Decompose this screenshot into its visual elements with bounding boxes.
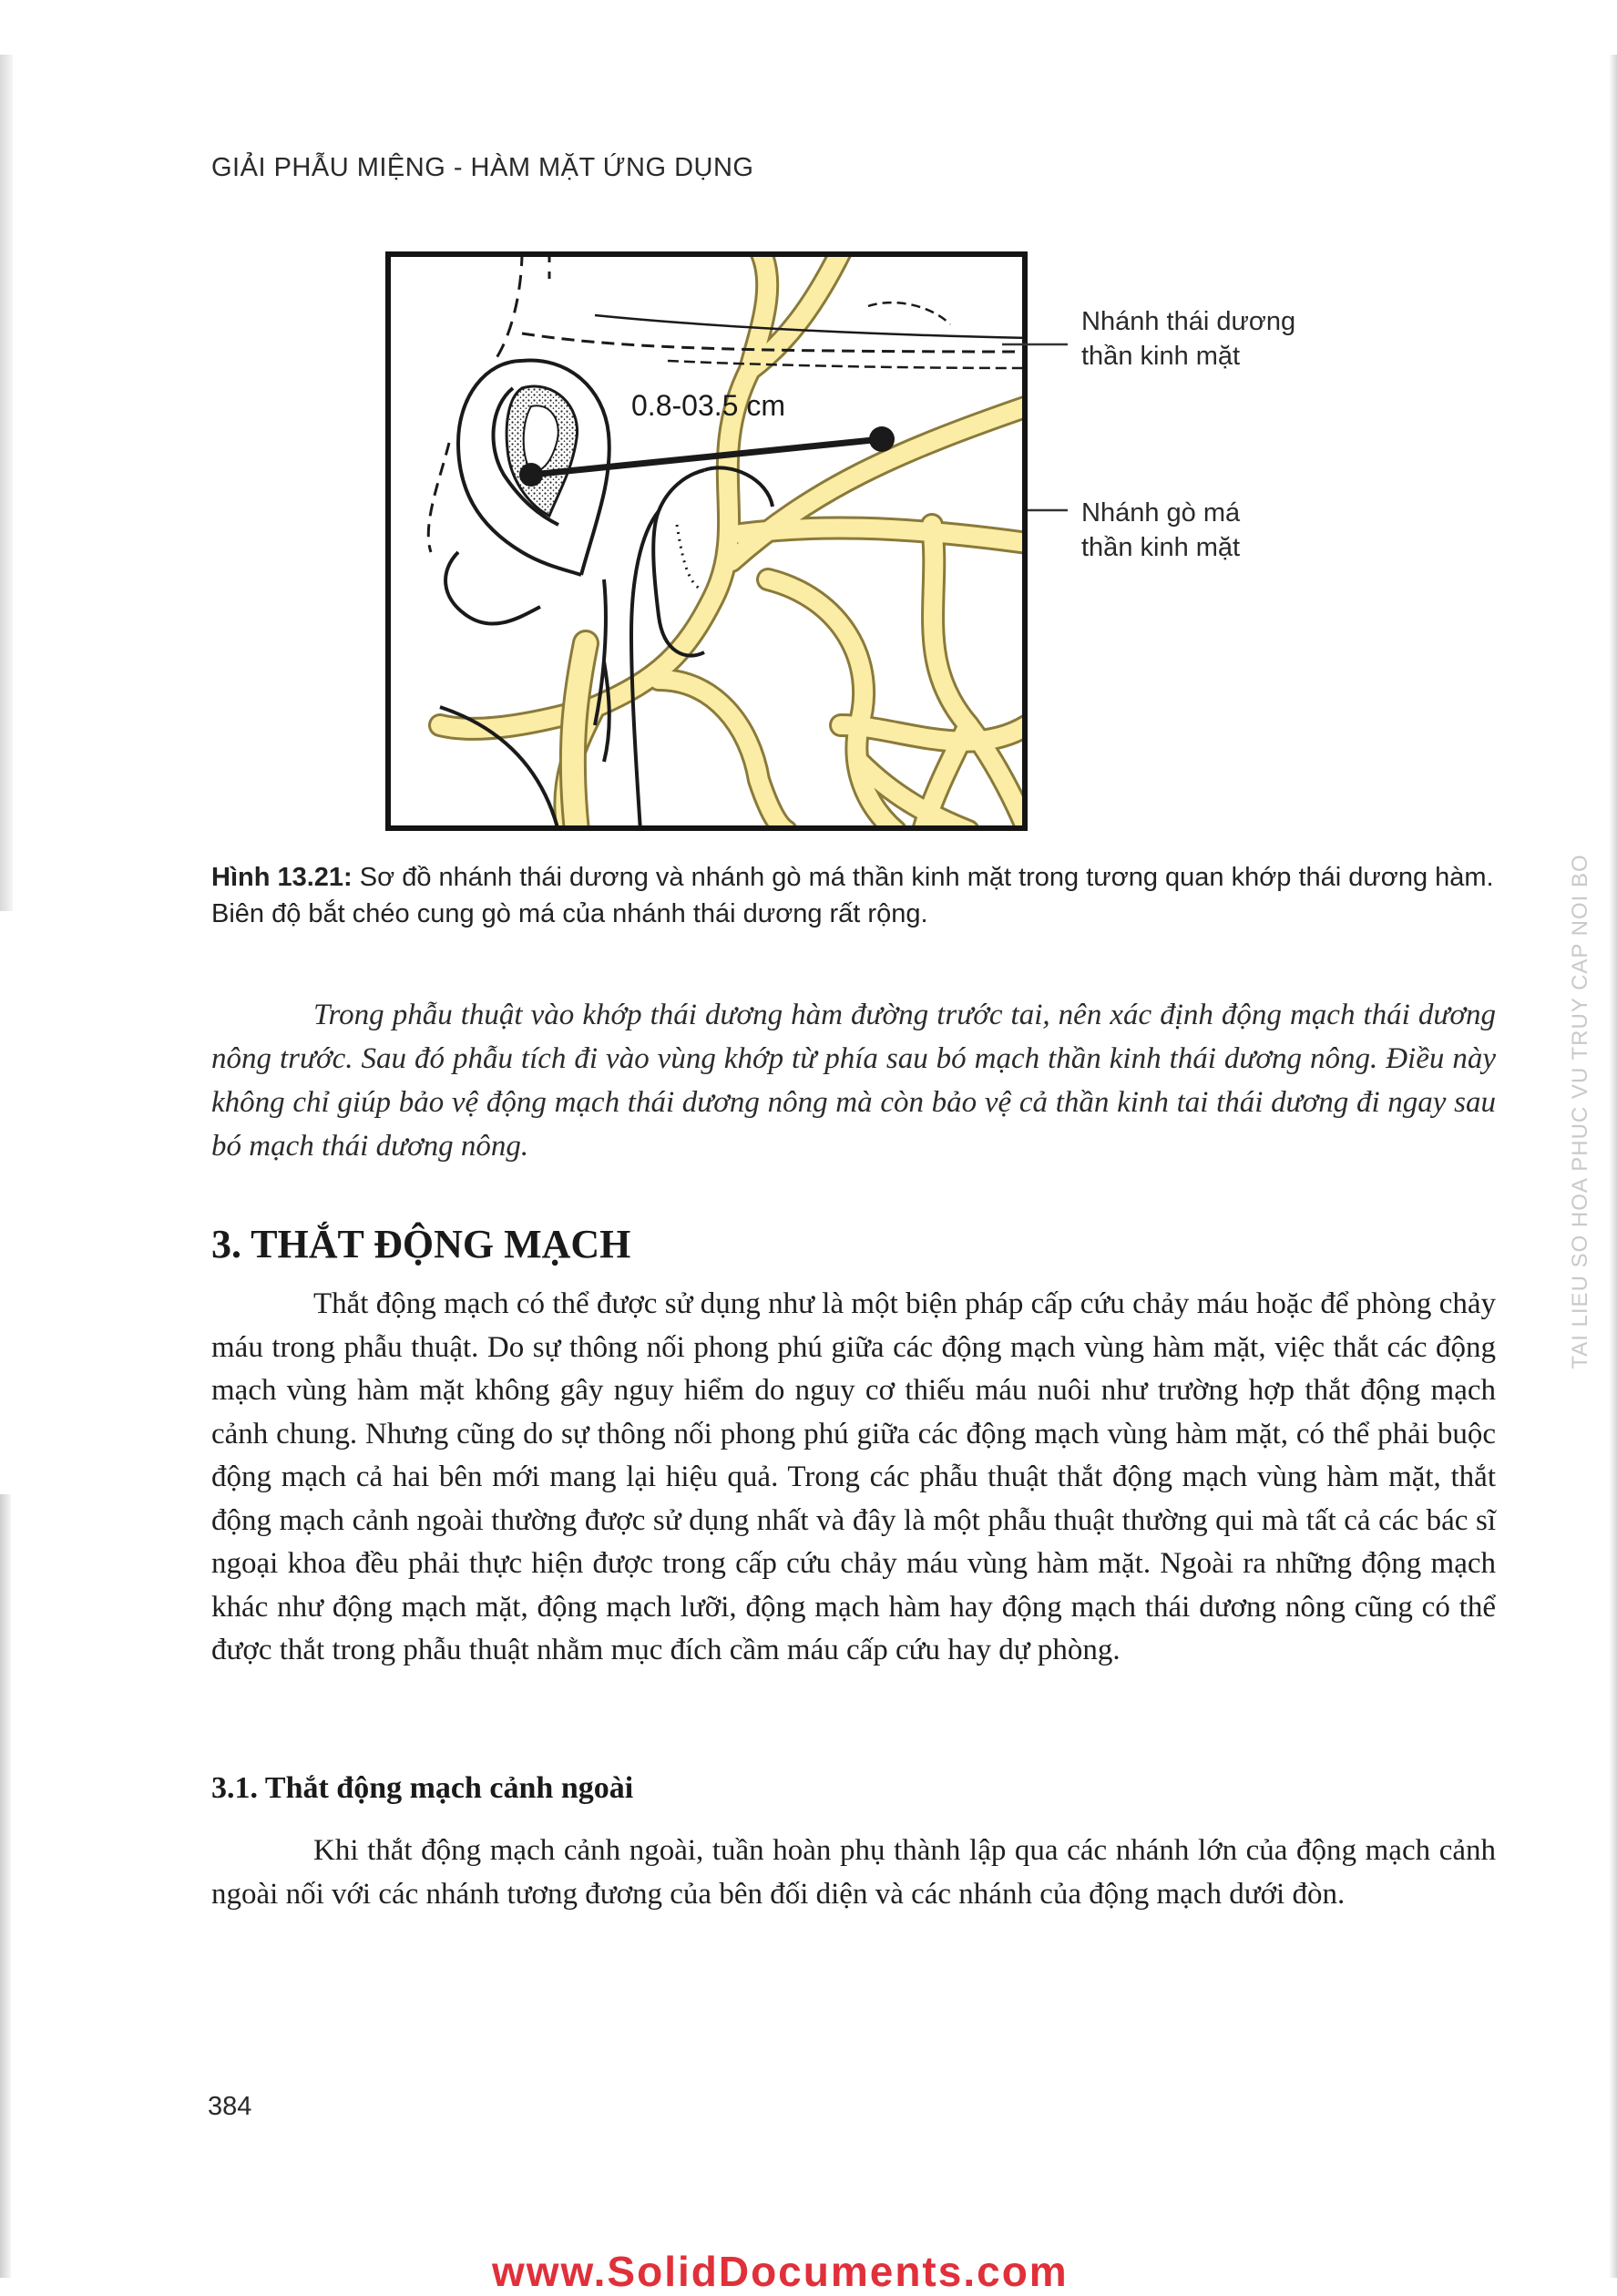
subsection-heading: 3.1. Thắt động mạch cảnh ngoài — [211, 1771, 634, 1805]
subsection-paragraph: Khi thắt động mạch cảnh ngoài, tuần hoàn phụ thành lập qua các nhánh lớn của động mạch cảnh ngoài nối với các nhánh tương đương của bên đối diện và các nhánh của động mạch dưới đòn. — [211, 1834, 1496, 1911]
section-heading: 3. THẮT ĐỘNG MẠCH — [211, 1222, 631, 1266]
caption-label: Hình 13.21: — [211, 863, 353, 892]
caption-text: Sơ đồ nhánh thái dương và nhánh gò má thần kinh mặt trong tương quan khớp thái dương hàm. Biên độ bắt chéo cung gò má của nhánh thái dương rất rộng. — [211, 863, 1494, 928]
running-header: GIẢI PHẪU MIỆNG - HÀM MẶT ỨNG DỤNG — [211, 153, 754, 182]
figure-tmj-facial-nerve — [385, 251, 1028, 831]
page-shadow-right — [1610, 55, 1617, 2278]
callout-zygomatic-line1: Nhánh gò má — [1081, 498, 1241, 528]
page-shadow-left-lower — [0, 1494, 11, 2278]
callout-temporal-line1: Nhánh thái dương — [1081, 307, 1296, 336]
watermark-text: TAI LIEU SO HOA PHUC VU TRUY CAP NOI BO — [1568, 854, 1592, 1369]
callout-temporal-line2: thần kinh mặt — [1081, 342, 1241, 371]
callout-leaders — [1002, 328, 1075, 528]
section-paragraph: Thắt động mạch có thể được sử dụng như là một biện pháp cấp cứu chảy máu hoặc để phòng chảy máu trong phẫu thuật. Do sự thông nối phong phú giữa các động mạch vùng hàm mặt, việc thắt các động mạch vùng hàm mặt không gây nguy hiểm do nguy cơ thiếu máu nuôi như trường hợp thắt động mạch cảnh chung. Nhưng cũng do sự thông nối phong phú giữa các động mạch vùng hàm mặt, có thể phải buộc động mạch cả hai bên mới mang lại hiệu quả. Trong các phẫu thuật thắt động mạch vùng hàm mặt, thắt động mạch cảnh ngoài thường được sử dụng nhất và đây là một phẫu thuật thường qui mà tất cả các bác sĩ ngoại khoa đều phải thực hiện được trong cấp cứu chảy máu vùng hàm mặt. Ngoài ra những động mạch khác như động mạch mặt, động mạch lưỡi, động mạch hàm hay động mạch thái dương nông cũng có thể được thắt trong phẫu thuật nhằm mục đích cầm máu cấp cứu hay dự phòng. — [211, 1287, 1496, 1666]
diagram-illustration — [385, 251, 1028, 831]
italic-paragraph: Trong phẫu thuật vào khớp thái dương hàm đường trước tai, nên xác định động mạch thái dương nông trước. Sau đó phẫu tích đi vào vùng khớp từ phía sau bó mạch thần kinh thái dương nông. Điều này không chỉ giúp bảo vệ động mạch thái dương nông mà còn bảo vệ cả thần kinh tai thái dương đi ngay sau bó mạch thái dương nông. — [211, 999, 1496, 1163]
callout-temporal-branch — [1081, 304, 1295, 374]
footer-watermark-domain: www.SolidDocuments.com — [492, 2248, 1069, 2295]
callout-zygomatic-branch — [1081, 496, 1240, 565]
callout-zygomatic-line2: thần kinh mặt — [1081, 533, 1241, 562]
page-number: 384 — [208, 2092, 252, 2121]
page-shadow-left — [0, 55, 13, 911]
measurement-label: 0.8-03.5 cm — [631, 389, 785, 422]
figure-caption — [211, 859, 1505, 932]
